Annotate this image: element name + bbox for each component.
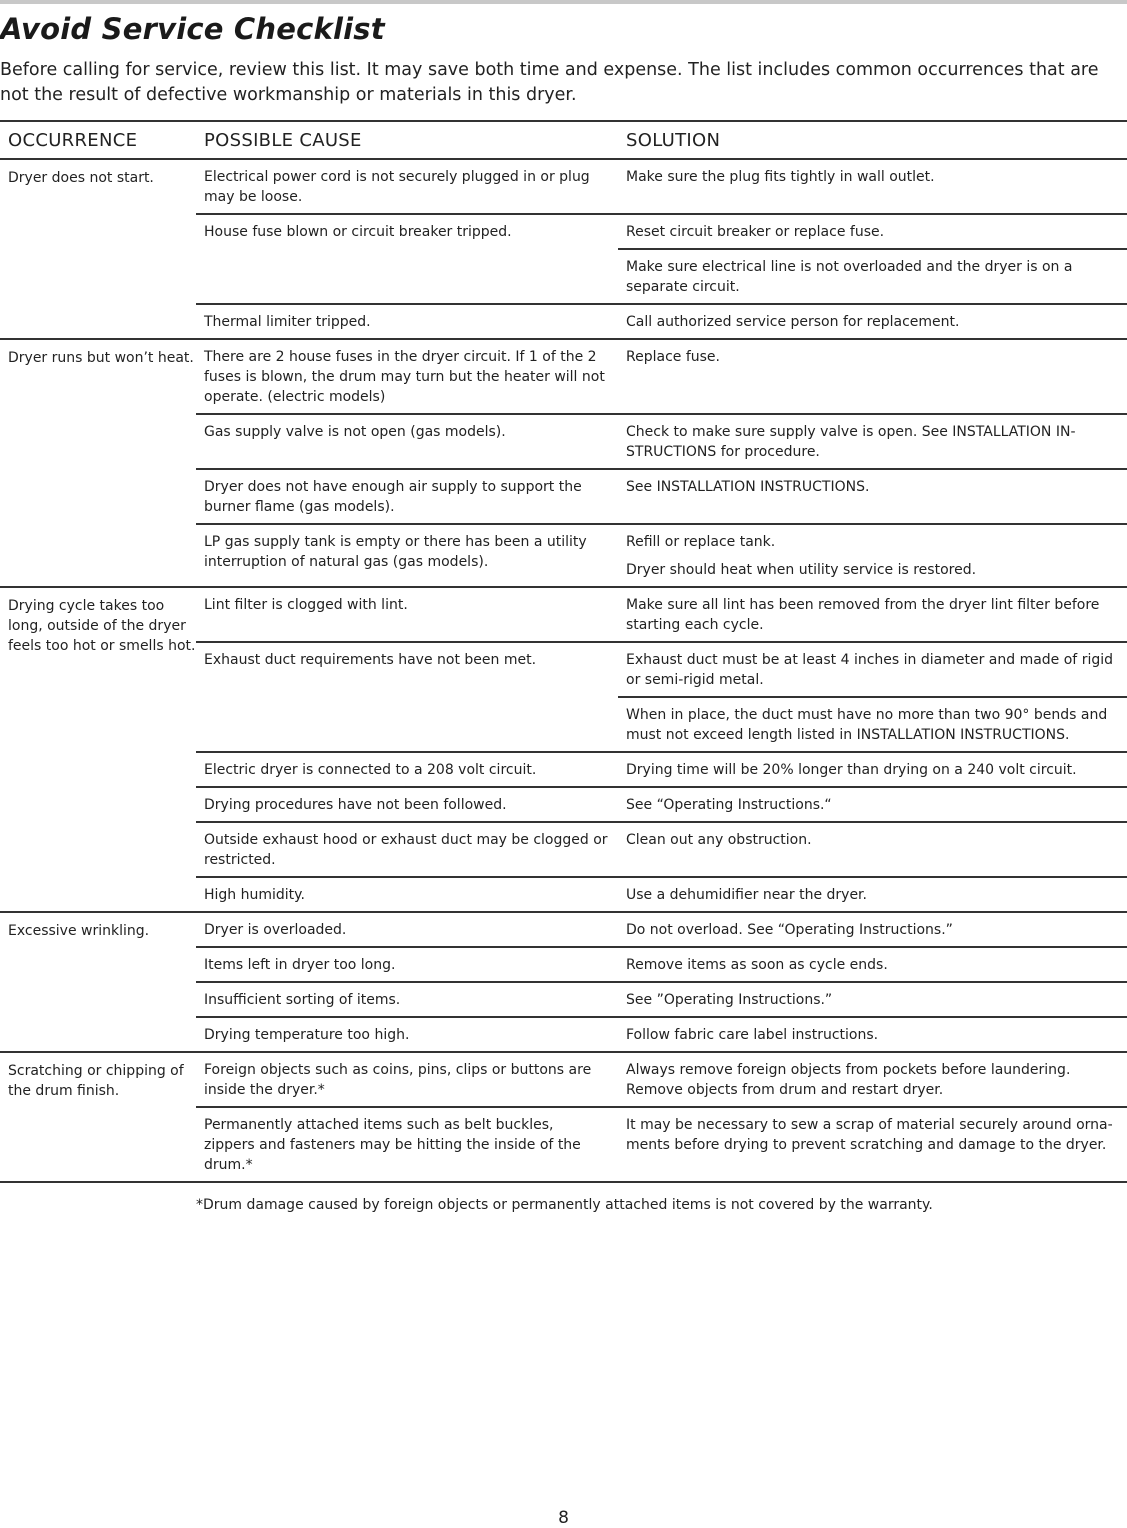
solution-text: Exhaust duct must be at least 4 inches in diameter and made of rigid or semi-rigid metal. (626, 652, 1113, 688)
solution-text: Dryer should heat when utility service is restored. (626, 562, 977, 578)
checklist-table (0, 120, 1127, 1183)
solution-text: Replace fuse. (626, 349, 720, 365)
possible-cause-cell: Outside exhaust hood or exhaust duct may be clogged or restricted. (204, 832, 608, 868)
solution-text: Make sure all lint has been removed from the dryer lint filter before starting each cycle. (626, 597, 1100, 633)
occurrence-group (0, 588, 1127, 913)
possible-cause-cell: Items left in dryer too long. (204, 957, 396, 973)
cause-rows (196, 340, 1127, 586)
solution-text: See INSTALLATION INSTRUCTIONS. (626, 479, 870, 495)
cause-rows (196, 160, 1127, 338)
table-row (196, 303, 1127, 338)
table-row (196, 1016, 1127, 1051)
solution-cell (618, 415, 1127, 468)
table-body (0, 160, 1127, 1183)
solution-cell (618, 983, 1127, 1016)
occurrence-cell: Drying cycle takes too long, outside of the dryer feels too hot or smells hot. (8, 598, 196, 654)
table-row (196, 946, 1127, 981)
possible-cause-cell: Permanently attached items such as belt buckles, zippers and fasteners may be hitting the inside of the drum.* (204, 1117, 581, 1173)
solution-cell (618, 305, 1127, 338)
occurrence-group (0, 160, 1127, 340)
occurrence-cell: Dryer runs but won’t heat. (8, 350, 194, 366)
solution-text: Make sure electrical line is not overloaded and the dryer is on a separate circuit. (618, 248, 1127, 303)
occurrence-group (0, 913, 1127, 1053)
possible-cause-cell: Dryer does not have enough air supply to support the burner flame (gas models). (204, 479, 582, 515)
solution-cell (618, 823, 1127, 876)
table-row (196, 786, 1127, 821)
possible-cause-cell: Drying temperature too high. (204, 1027, 410, 1043)
solution-text: Check to make sure supply valve is open. See INSTALLATION IN-STRUCTIONS for procedure. (626, 424, 1076, 460)
possible-cause-cell: Dryer is overloaded. (204, 922, 347, 938)
header-occurrence: OCCURRENCE (8, 129, 138, 151)
solution-text: When in place, the duct must have no more than two 90° bends and must not exceed length listed in INSTALLATION INSTRUCTIONS. (618, 696, 1127, 751)
header-solution: SOLUTION (626, 129, 721, 151)
possible-cause-cell: Gas supply valve is not open (gas models). (204, 424, 506, 440)
possible-cause-cell: High humidity. (204, 887, 305, 903)
solution-text: Drying time will be 20% longer than drying on a 240 volt circuit. (626, 762, 1077, 778)
solution-cell (618, 470, 1127, 523)
solution-text: See “Operating Instructions.“ (626, 797, 832, 813)
table-row (196, 1053, 1127, 1106)
possible-cause-cell: Insufficient sorting of items. (204, 992, 401, 1008)
solution-cell (618, 1108, 1127, 1181)
table-row (196, 981, 1127, 1016)
possible-cause-cell: LP gas supply tank is empty or there has been a utility interruption of natural gas (gas models). (204, 534, 587, 570)
cause-rows (196, 913, 1127, 1051)
solution-text: Refill or replace tank. (626, 534, 776, 550)
table-row (196, 876, 1127, 911)
solution-text: Clean out any obstruction. (626, 832, 812, 848)
solution-text: It may be necessary to sew a scrap of material securely around orna-ments before drying to prevent scratching and damage to the dryer. (626, 1117, 1113, 1153)
occurrence-cell: Scratching or chipping of the drum finish. (8, 1063, 184, 1099)
table-row (196, 340, 1127, 413)
table-row (196, 913, 1127, 946)
solution-cell (618, 643, 1127, 751)
solution-cell (618, 913, 1127, 946)
possible-cause-cell: House fuse blown or circuit breaker tripped. (204, 224, 512, 240)
table-row (196, 1106, 1127, 1181)
solution-text: Make sure the plug fits tightly in wall outlet. (626, 169, 935, 185)
table-row (196, 468, 1127, 523)
solution-cell (618, 788, 1127, 821)
solution-cell (618, 160, 1127, 213)
solution-text: Follow fabric care label instructions. (626, 1027, 879, 1043)
possible-cause-cell: Drying procedures have not been followed. (204, 797, 507, 813)
possible-cause-cell: Thermal limiter tripped. (204, 314, 371, 330)
page-number: 8 (558, 1508, 569, 1528)
footnote: *Drum damage caused by foreign objects or permanently attached items is not covered by the warranty. (196, 1197, 933, 1213)
cause-rows (196, 1053, 1127, 1181)
top-rule (0, 0, 1127, 4)
solution-cell (618, 1018, 1127, 1051)
solution-cell (618, 215, 1127, 303)
table-row (196, 641, 1127, 751)
solution-text: Reset circuit breaker or replace fuse. (626, 224, 885, 240)
page-title: Avoid Service Checklist (0, 12, 385, 46)
table-row (196, 213, 1127, 303)
table-row (196, 751, 1127, 786)
solution-cell (618, 753, 1127, 786)
possible-cause-cell: Exhaust duct requirements have not been met. (204, 652, 537, 668)
solution-cell (618, 948, 1127, 981)
solution-cell (618, 525, 1127, 586)
cause-rows (196, 588, 1127, 911)
possible-cause-cell: Electric dryer is connected to a 208 volt circuit. (204, 762, 537, 778)
intro-paragraph: Before calling for service, review this list. It may save both time and expense. The list includes common occurrences that are not the result of defective workmanship or materials in this dryer. (0, 60, 1099, 105)
solution-text: See ”Operating Instructions.” (626, 992, 833, 1008)
header-possible-cause: POSSIBLE CAUSE (204, 129, 362, 151)
solution-cell (618, 878, 1127, 911)
table-row (196, 413, 1127, 468)
occurrence-group (0, 340, 1127, 588)
solution-cell (618, 588, 1127, 641)
possible-cause-cell: Foreign objects such as coins, pins, clips or buttons are inside the dryer.* (204, 1062, 592, 1098)
solution-text: Call authorized service person for replacement. (626, 314, 960, 330)
solution-text: Do not overload. See “Operating Instructions.” (626, 922, 953, 938)
possible-cause-cell: Lint filter is clogged with lint. (204, 597, 408, 613)
solution-cell (618, 340, 1127, 413)
solution-text: Use a dehumidifier near the dryer. (626, 887, 867, 903)
table-row (196, 523, 1127, 586)
occurrence-cell: Excessive wrinkling. (8, 923, 150, 939)
table-row (196, 588, 1127, 641)
table-row (196, 160, 1127, 213)
table-row (196, 821, 1127, 876)
possible-cause-cell: There are 2 house fuses in the dryer circuit. If 1 of the 2 fuses is blown, the drum may turn but the heater will not operate. (electric models) (204, 349, 605, 405)
solution-text: Remove items as soon as cycle ends. (626, 957, 888, 973)
solution-text: Always remove foreign objects from pockets before laundering. Remove objects from drum and restart dryer. (626, 1062, 1071, 1098)
possible-cause-cell: Electrical power cord is not securely plugged in or plug may be loose. (204, 169, 590, 205)
table-header-row (0, 120, 1127, 160)
solution-cell (618, 1053, 1127, 1106)
occurrence-group (0, 1053, 1127, 1183)
occurrence-cell: Dryer does not start. (8, 170, 154, 186)
